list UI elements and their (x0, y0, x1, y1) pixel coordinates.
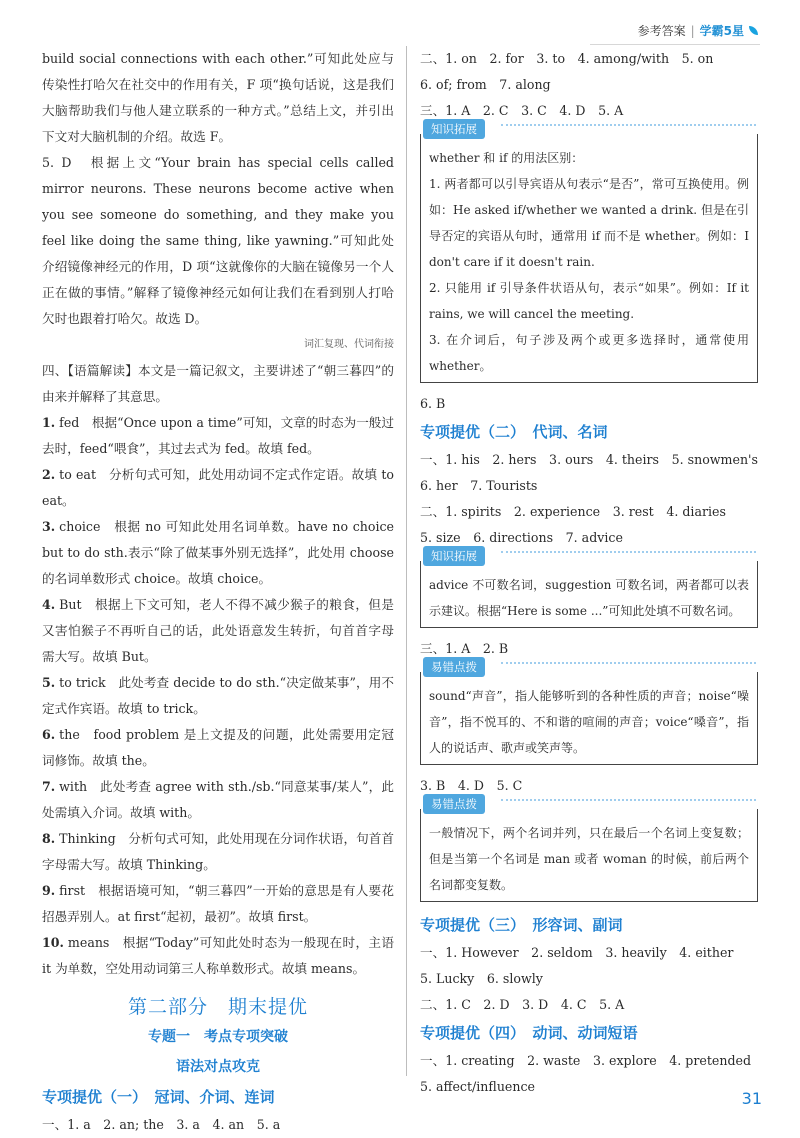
answer-item: 5. to trick 此处考查 decide to do sth.“决定做某事”，用不定式作宾语。故填 to trick。 (42, 675, 394, 716)
section-intro: 四、【语篇解读】本文是一篇记叙文，主要讲述了“朝三暮四”的由来并解释了其意思。 (42, 363, 394, 404)
section-title: 专项提优（三） 形容词、副词 (420, 916, 623, 934)
box-tag: 知识拓展 (423, 119, 485, 139)
answer-line: 6. B (420, 396, 446, 411)
answer-item: 8. Thinking 分析句式可知，此处用现在分词作状语，句首首字母需大写。故填 Thinking。 (42, 831, 394, 872)
answer-line: 3. B 4. D 5. C (420, 778, 523, 793)
box-line: 一般情况下，两个名词并列，只在最后一个名词上变复数；但是当第一个名词是 man 或者 woman 的时候，前后两个名词都变复数。 (429, 826, 749, 892)
answer-line: 5. Lucky 6. slowly (420, 971, 543, 986)
answer-line: 一、1. However 2. seldom 3. heavily 4. either (420, 945, 734, 960)
error-tip-box (420, 797, 758, 902)
brand-leaf-icon (749, 26, 758, 35)
answer-line: 一、1. his 2. hers 3. ours 4. theirs 5. snowmen's (420, 452, 758, 467)
answer-item: 1. fed 根据“Once upon a time”可知，文章的时态为一般过去时，feed“喂食”，其过去式为 fed。故填 fed。 (42, 415, 394, 456)
knowledge-box (420, 549, 758, 628)
answer-line: 一、1. a 2. an; the 3. a 4. an 5. a (42, 1117, 281, 1132)
box-tag: 易错点拨 (423, 794, 485, 814)
section-title: 专项提优（四） 动词、动词短语 (420, 1024, 638, 1042)
error-tip-box (420, 660, 758, 765)
answer-item: 10. means 根据“Today”可知此处时态为一般现在时，主语 it 为单数，空处用动词第三人称单数形式。故填 means。 (42, 935, 394, 976)
right-column (420, 46, 758, 1100)
answer-line: 三、1. A 2. C 3. C 4. D 5. A (420, 103, 624, 118)
page-header (638, 22, 758, 39)
left-column (42, 46, 394, 1138)
box-line: 2. 只能用 if 引导条件状语从句，表示“如果”。例如：If it rains, we will cancel the meeting. (429, 281, 749, 321)
answer-line: 二、1. on 2. for 3. to 4. among/with 5. on (420, 51, 714, 66)
answer-item: 3. choice 根据 no 可知此处用名词单数。have no choice but to do sth.表示“除了做某事外别无选择”，此处用 choose 的名词单数形式 choice。故填 choice。 (42, 519, 394, 586)
answer-line: 5. size 6. directions 7. advice (420, 530, 623, 545)
tag-dots-decoration (501, 551, 756, 553)
header-label: 参考答案 (637, 24, 686, 38)
tag-dots-decoration (501, 799, 756, 801)
margin-note: 词汇复现、代词衔接 (304, 339, 394, 350)
answer-item: 9. first 根据语境可知，“朝三暮四”一开始的意思是有人要花招愚弄别人。at first“起初，最初”。故填 first。 (42, 883, 394, 924)
answer-line: 5. affect/influence (420, 1079, 536, 1094)
tag-dots-decoration (501, 124, 756, 126)
header-rule (590, 44, 760, 45)
paragraph: 5. D 根据上文“Your brain has special cells called mirror neurons. These neurons become active when you see someone do something, and they make you feel like doing the same thing, like yawning.”可知此处介绍镜像神经元的作用，D 项“这就像你的大脑在镜像另一个人正在做的事情。”解释了镜像神经元如何让我们在看到别人打哈欠时也跟着打哈欠。故选 D。 (42, 155, 394, 326)
box-tag: 易错点拨 (423, 657, 485, 677)
page-number: 31 (741, 1089, 762, 1108)
paragraph: build social connections with each other.”可知此处应与传染性打哈欠在社交中的作用有关，F 项“换句话说，这是我们大脑帮助我们与他人建立联系的一种方式。”总结上文，并引出下文对大脑机制的介绍。故选 F。 (42, 51, 394, 144)
answer-line: 二、1. C 2. D 3. D 4. C 5. A (420, 997, 625, 1012)
answer-line: 6. her 7. Tourists (420, 478, 538, 493)
box-tag: 知识拓展 (423, 546, 485, 566)
header-brand: 学霸5星 (699, 24, 744, 38)
box-line: whether 和 if 的用法区别： (429, 151, 584, 165)
part-title: 第二部分 期末提优 (127, 996, 308, 1018)
answer-line: 三、1. A 2. B (420, 641, 509, 656)
answer-item: 4. But 根据上下文可知，老人不得不减少猴子的粮食，但是又害怕猴子不再听自己的话，此处语意发生转折，句首首字母需大写。故填 But。 (42, 597, 394, 664)
knowledge-box (420, 122, 758, 383)
answer-line: 6. of; from 7. along (420, 77, 551, 92)
answer-item: 7. with 此处考查 agree with sth./sb.“同意某事/某人”，此处需填入介词。故填 with。 (42, 779, 394, 820)
grammar-title: 语法对点攻克 (176, 1059, 260, 1075)
answer-line: 二、1. spirits 2. experience 3. rest 4. diaries (420, 504, 726, 519)
header-separator: | (690, 23, 695, 38)
tag-dots-decoration (501, 662, 756, 664)
box-line: advice 不可数名词，suggestion 可数名词，两者都可以表示建议。根据“Here is some ...”可知此处填不可数名词。 (429, 578, 749, 618)
box-line: sound“声音”，指人能够听到的各种性质的声音；noise“噪音”，指不悦耳的、不和谐的喧闹的声音；voice“嗓音”，指人的说话声、歌声或笑声等。 (429, 689, 749, 755)
column-divider (406, 46, 407, 1076)
answer-item: 2. to eat 分析句式可知，此处用动词不定式作定语。故填 to eat。 (42, 467, 394, 508)
box-line: 1. 两者都可以引导宾语从句表示“是否”，常可互换使用。例如：He asked if/whether we wanted a drink. 但是在引导否定的宾语从句时，通常用 if 而不是 whether。例如：I don't care if it doesn't rain. (429, 177, 749, 269)
section-title: 专项提优（二） 代词、名词 (420, 423, 608, 441)
answer-line: 一、1. creating 2. waste 3. explore 4. pretended (420, 1053, 752, 1068)
box-line: 3. 在介词后，句子涉及两个或更多选择时，通常使用 whether。 (429, 333, 749, 373)
topic-title: 专题一 考点专项突破 (148, 1029, 288, 1045)
section-title: 专项提优（一） 冠词、介词、连词 (42, 1088, 275, 1106)
answer-item: 6. the food problem 是上文提及的问题，此处需要用定冠词修饰。故填 the。 (42, 727, 394, 768)
